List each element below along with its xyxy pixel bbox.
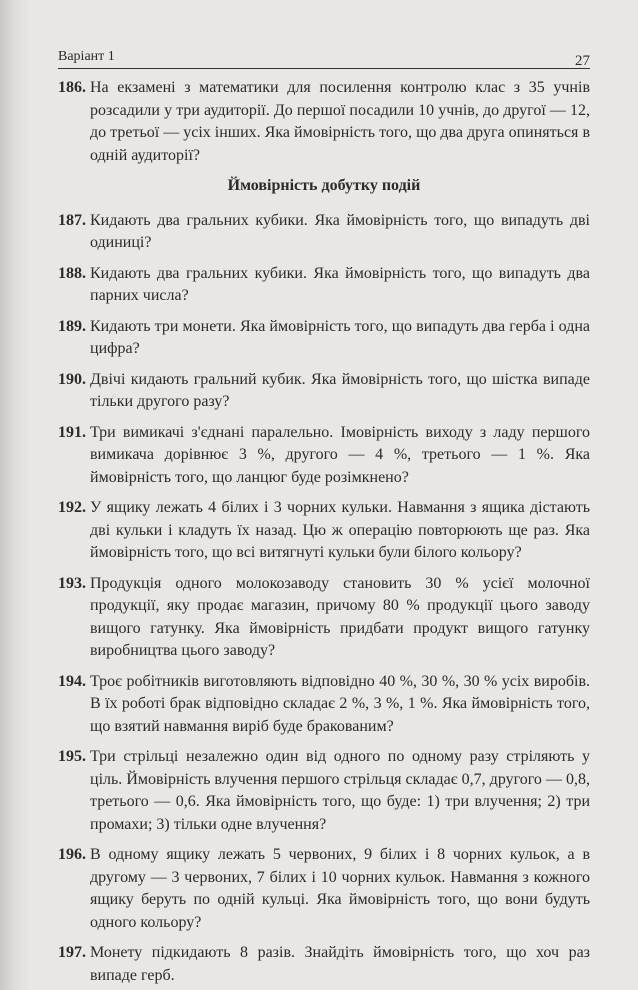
problem-text: Кидають два гральних кубики. Яка ймовірність того, що випадуть два парних числа?: [90, 264, 590, 304]
problem-text: У ящику лежать 4 білих і 3 чорних кульки. Навмання з ящика дістають дві кульки і кладуть їх назад. Цю ж операцію повторюють ще раз. Яка ймовірність того, що всі витягнуті кульки були білого кольору?: [90, 499, 590, 561]
problem-number: 188.: [58, 264, 86, 282]
page-header: [58, 46, 590, 69]
problem-item: [58, 844, 590, 934]
page-edge-shadow: [0, 0, 30, 990]
page-content: [58, 77, 590, 987]
problem-text: Три вимикачі з'єднані паралельно. Імовірність виходу з ладу першого вимикача дорівнює 3 %, другого — 4 %, третього — 1 %. Яка ймовірність того, що ланцюг буде розімкнено?: [90, 423, 590, 486]
problem-number: 192.: [58, 499, 86, 516]
problem-item: [58, 422, 590, 490]
problem-text: Троє робітників виготовляють відповідно 40 %, 30 %, 30 % усіх виробів. В їх роботі брак відповідно складає 2 %, 3 %, 1 %. Яка ймовірність того, що взятий навмання виріб буде бракованим?: [90, 672, 590, 735]
problem-number: 195.: [58, 748, 86, 765]
problem-item: [58, 369, 590, 414]
problem-number: 197.: [58, 944, 86, 961]
problem-item: [58, 671, 590, 739]
problem-item: [58, 316, 590, 361]
problem-item: [58, 573, 590, 663]
section-title: Ймовірність добутку подій: [227, 177, 421, 194]
book-page: [58, 46, 590, 984]
problem-item: [58, 210, 590, 255]
problem-number: 194.: [58, 672, 86, 690]
problem-number: 187.: [58, 211, 86, 229]
problem-text: Три стрільці незалежно один від одного по одному разу стріляють у ціль. Ймовірність влучення першого стрільця складає 0,7, другого — 0,8, третього — 0,6. Яка ймовірність того, що буде: 1) три влучення; 2) три промахи; 3) тільки одне влучення?: [90, 748, 590, 833]
problem-item: [58, 77, 590, 167]
problem-item: [58, 263, 590, 308]
problem-item: [58, 497, 590, 565]
problem-text: На екзамені з математики для посилення контролю клас з 35 учнів розсадили у три аудиторії. До першої посадили 10 учнів, до другої — 12, до третьої — усіх інших. Яка ймовірність того, що два друга опиняться в одній аудиторії?: [90, 79, 590, 164]
problem-text: Продукція одного молокозаводу становить 30 % усієї молочної продукції, яку продає магазин, причому 80 % продукції цього заводу вищого гатунку. Яка ймовірність придбати продукт вищого гатунку виробництва цього заводу?: [90, 574, 590, 659]
problem-text: Кидають два гральних кубики. Яка ймовірність того, що випадуть дві одиниці?: [90, 211, 590, 251]
problem-item: [58, 942, 590, 987]
problem-number: 193.: [58, 574, 86, 592]
problem-number: 186.: [58, 79, 86, 96]
problem-text: Двічі кидають гральний кубик. Яка ймовірність того, що шістка випаде тільки другого разу?: [90, 370, 590, 410]
problem-number: 191.: [58, 423, 86, 441]
page-number: 27: [575, 53, 590, 69]
problem-number: 190.: [58, 370, 86, 388]
problem-text: Кидають три монети. Яка ймовірність того, що випадуть два герба і одна цифра?: [90, 317, 590, 357]
problem-text: Монету підкидають 8 разів. Знайдіть ймовірність того, що хоч раз випаде герб.: [90, 944, 590, 984]
problem-text: В одному ящику лежать 5 червоних, 9 білих і 8 чорних кульок, а в другому — 3 червоних, 7 білих і 10 чорних кульок. Навмання з кожного ящику беруть по одній кульці. Яка ймовірність того, що вони будуть одного кольору?: [90, 846, 590, 931]
problem-item: [58, 746, 590, 836]
problem-number: 189.: [58, 317, 86, 335]
problem-number: 196.: [58, 846, 86, 863]
variant-label: Варіант 1: [58, 49, 115, 64]
